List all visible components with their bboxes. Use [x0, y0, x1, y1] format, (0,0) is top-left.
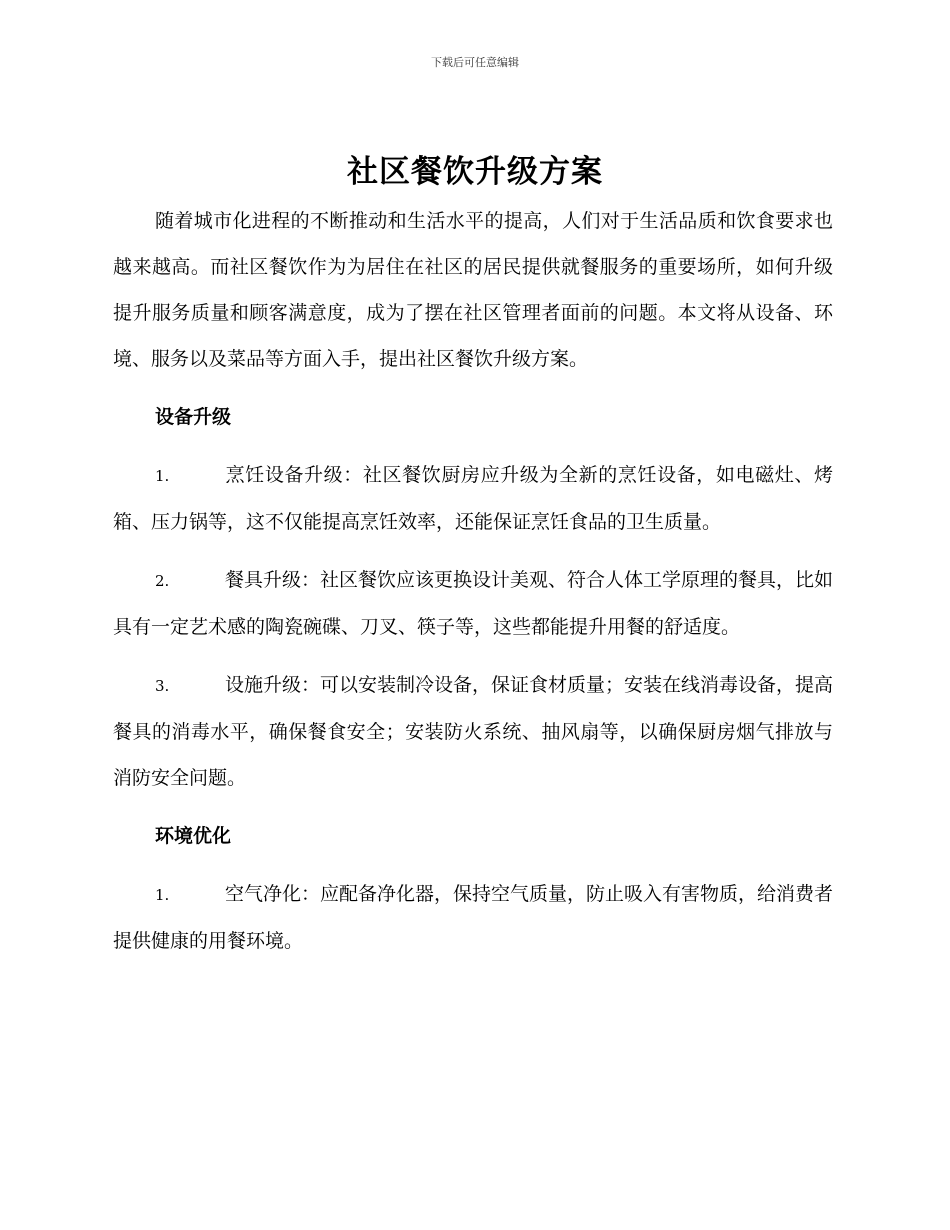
list-item-number: 1.	[155, 886, 170, 904]
section-heading-equipment: 设备升级	[155, 406, 232, 428]
list-item-number: 2.	[155, 572, 170, 590]
page-header-note: 下载后可任意编辑	[431, 56, 519, 69]
list-item-text: 空气净化：应配备净化器，保持空气质量，防止吸入有害物质，给消费者提供健康的用餐环境。	[113, 883, 834, 952]
document-title: 社区餐饮升级方案	[347, 154, 603, 190]
list-item-text: 餐具升级：社区餐饮应该更换设计美观、符合人体工学原理的餐具，比如具有一定艺术感的陶瓷碗碟、刀叉、筷子等，这些都能提升用餐的舒适度。	[113, 569, 834, 638]
document-body	[113, 198, 833, 976]
list-item-number: 1.	[155, 467, 170, 485]
list-item	[113, 662, 833, 801]
list-item	[113, 871, 833, 964]
intro-paragraph: 随着城市化进程的不断推动和生活水平的提高，人们对于生活品质和饮食要求也越来越高。而社区餐饮作为为居住在社区的居民提供就餐服务的重要场所，如何升级提升服务质量和顾客满意度，成为了摆在社区管理者面前的问题。本文将从设备、环境、服务以及菜品等方面入手，提出社区餐饮升级方案。	[113, 210, 833, 370]
list-item	[113, 557, 833, 650]
section-heading-environment: 环境优化	[155, 825, 232, 847]
list-item-number: 3.	[155, 677, 170, 695]
list-item-text: 烹饪设备升级：社区餐饮厨房应升级为全新的烹饪设备，如电磁灶、烤箱、压力锅等，这不仅能提高烹饪效率，还能保证烹饪食品的卫生质量。	[113, 464, 833, 533]
list-item	[113, 452, 833, 545]
list-item-text: 设施升级：可以安装制冷设备，保证食材质量；安装在线消毒设备，提高餐具的消毒水平，确保餐食安全；安装防火系统、抽风扇等，以确保厨房烟气排放与消防安全问题。	[113, 674, 834, 789]
